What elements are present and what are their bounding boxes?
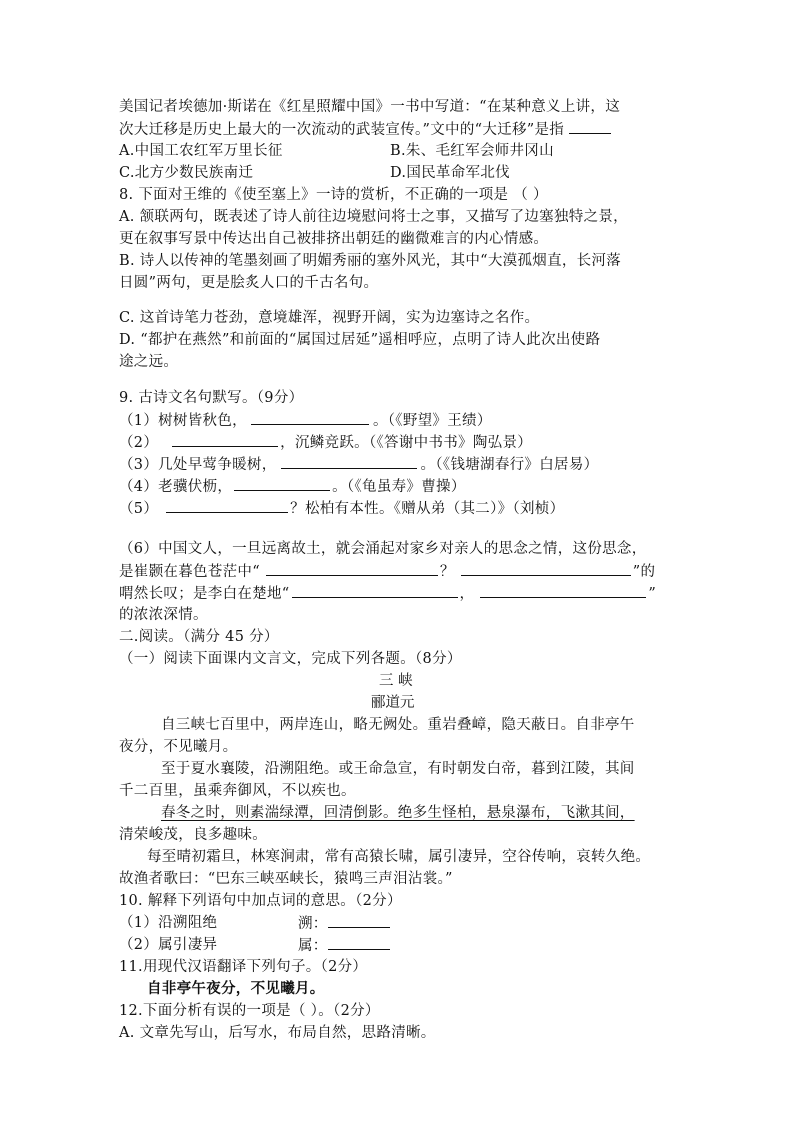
- q8-stem: 8. 下面对王维的《使至塞上》一诗的赏析，不正确的一项是 （ ）: [119, 187, 548, 203]
- q9-item-2: （2） ，沉鳞竞跃。（《答谢中书书》陶弘景）: [119, 431, 532, 454]
- q10-stem: 10. 解释下列语句中加点词的意思。（2分）: [119, 893, 402, 909]
- q12-option-a: A. 文章先写山，后写水，布局自然，思路清晰。: [119, 1025, 436, 1041]
- q9-item-3: （3）几处早莺争暖树， 。（《钱塘湖春行》白居易）: [119, 453, 598, 476]
- answer-blank[interactable]: [234, 475, 330, 491]
- passage-title: 三 峡: [379, 673, 413, 689]
- answer-blank[interactable]: [461, 560, 631, 576]
- q9-item-6-line4: 的浓浓深情。: [119, 607, 208, 623]
- q7-option-c: C.北方少数民族南迁: [119, 165, 254, 181]
- answer-blank[interactable]: [328, 934, 390, 950]
- passage-p3-line1: 春冬之时，则素湍绿潭，回清倒影。绝多生怪柏，悬泉瀑布，飞漱其间，: [161, 805, 635, 821]
- answer-blank[interactable]: [251, 409, 369, 425]
- q9-item-6-line3: 喟然长叹；是李白在楚地“ ， ”: [119, 582, 656, 605]
- passage-p2-line1: 至于夏水襄陵，沿溯阻绝。或王命急宣，有时朝发白帝，暮到江陵，其间: [161, 761, 635, 777]
- q8-option-b-line2: 日圆”两句，更是脍炙人口的千古名句。: [119, 275, 379, 291]
- section-2-heading: 二.阅读。（满分 45 分）: [119, 629, 279, 645]
- answer-blank[interactable]: [166, 497, 288, 513]
- q9-item-6-line1: （6）中国文人，一旦远离故土，就会涌起对家乡对亲人的思念之情，这份思念，: [119, 541, 647, 557]
- q10-item-2-key: 属：: [298, 934, 390, 957]
- passage-p1-line2: 夜分，不见曦月。: [119, 739, 238, 755]
- answer-blank[interactable]: [266, 560, 438, 576]
- answer-blank[interactable]: [480, 582, 646, 598]
- answer-blank[interactable]: [292, 582, 458, 598]
- q9-item-1: （1）树树皆秋色， 。（《野望》王绩）: [119, 409, 492, 432]
- q8-option-d-line1: D. “都护在燕然”和前面的“属国过居延”遥相呼应，点明了诗人此次出使路: [119, 332, 601, 348]
- q8-option-a-line1: A. 颔联两句，既表述了诗人前往边境慰问将士之事，又描写了边塞独特之景，: [119, 209, 628, 225]
- q7-stem-line1: 美国记者埃德加·斯诺在《红星照耀中国》一书中写道：“在某种意义上讲，这: [119, 99, 621, 115]
- q7-stem-line2: 次大迁移是历史上最大的一次流动的武装宣传。”文中的“大迁移”是指: [119, 118, 611, 141]
- answer-blank[interactable]: [328, 912, 390, 928]
- q7-option-b: B.朱、毛红军会师井冈山: [390, 143, 554, 159]
- q11-stem: 11.用现代汉语翻译下列句子。（2分）: [119, 959, 368, 975]
- q10-item-2: （2）属引凄异: [119, 937, 218, 953]
- q8-option-d-line2: 途之远。: [119, 354, 179, 370]
- q9-item-6-line2: 是崔颢在暮色苍茫中“ ？ ”的: [119, 560, 655, 583]
- q10-item-1-key: 溯：: [298, 912, 390, 935]
- section-2-part-1-heading: （一）阅读下面课内文言文，完成下列各题。（8分）: [119, 651, 462, 667]
- answer-blank[interactable]: [281, 453, 417, 469]
- passage-p2-line2: 千二百里，虽乘奔御风，不以疾也。: [119, 783, 356, 799]
- answer-blank[interactable]: [569, 118, 611, 134]
- passage-p4-line2: 故渔者歌曰：“巴东三峡巫峡长，猿鸣三声泪沾裳。”: [119, 871, 453, 887]
- passage-p4-line1: 每至晴初霜旦，林寒涧肃，常有高猿长啸，属引凄异，空谷传响，哀转久绝。: [147, 849, 651, 865]
- q7-option-a: A.中国工农红军万里长征: [119, 143, 283, 159]
- q12-stem: 12.下面分析有误的一项是（ ）。（2分）: [119, 1003, 380, 1019]
- q7-option-d: D.国民革命军北伐: [390, 165, 510, 181]
- q8-option-b-line1: B. 诗人以传神的笔墨刻画了明媚秀丽的塞外风光，其中“大漠孤烟直，长河落: [119, 253, 622, 269]
- passage-p1-line1: 自三峡七百里中，两岸连山，略无阙处。重岩叠嶂，隐天蔽日。自非亭午: [161, 717, 635, 733]
- q10-item-1: （1）沿溯阻绝: [119, 915, 218, 931]
- passage-author: 郦道元: [371, 695, 415, 711]
- q8-option-c: C. 这首诗笔力苍劲，意境雄浑，视野开阔，实为边塞诗之名作。: [119, 310, 540, 326]
- answer-blank[interactable]: [172, 431, 278, 447]
- q9-item-5: （5） ？松柏有本性。《赠从弟（其二）》（刘桢）: [119, 497, 564, 520]
- passage-p3-line2: 清荣峻茂，良多趣味。: [119, 827, 267, 843]
- q8-option-a-line2: 更在叙事写景中传达出自己被排挤出朝廷的幽微难言的内心情感。: [119, 231, 549, 247]
- q9-stem: 9. 古诗文名句默写。（9分）: [119, 390, 304, 406]
- q9-item-4: （4）老骥伏枥， 。（《龟虽寿》曹操）: [119, 475, 466, 498]
- q11-sentence: 自非亭午夜分，不见曦月。: [147, 980, 325, 997]
